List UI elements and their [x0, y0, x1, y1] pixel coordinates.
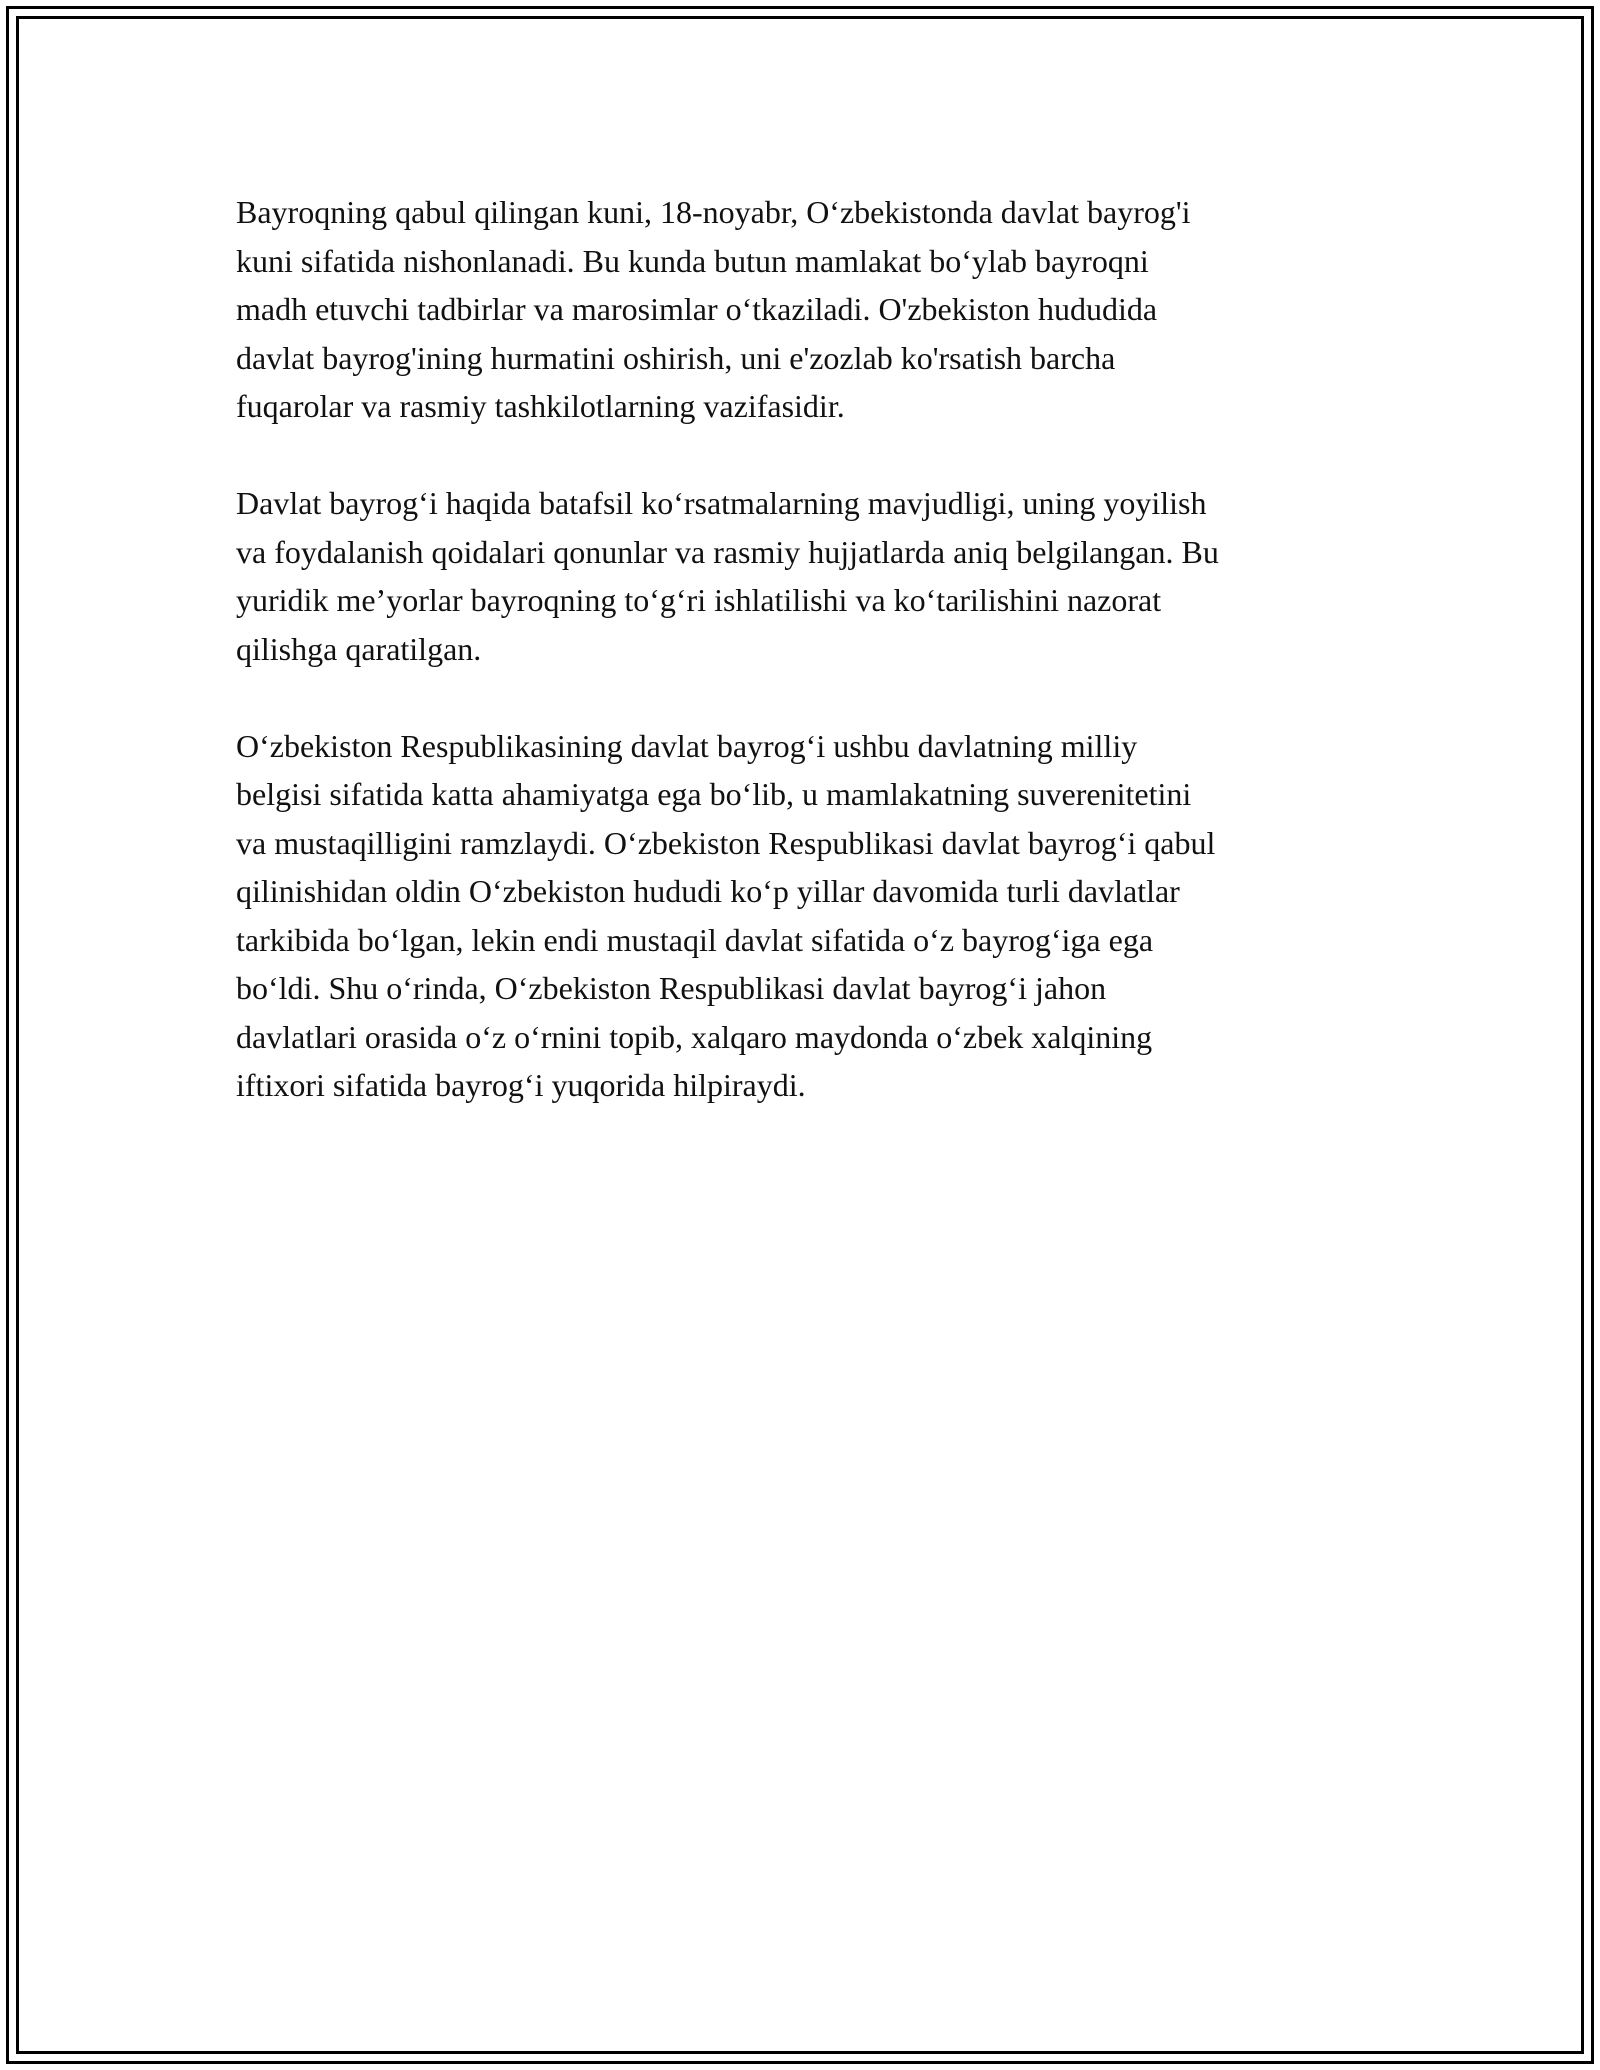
paragraph-2: Davlat bayrog‘i haqida batafsil ko‘rsatmalarning mavjudligi, uning yoyilish va foydalanish qoidalari qonunlar va rasmiy hujjatlarda aniq belgilangan. Bu yuridik me’yorlar bayroqning to‘g‘ri ishlatilishi va ko‘tarilishini nazorat qilishga qaratilgan. [236, 485, 1219, 667]
document-body [236, 188, 1376, 1158]
paragraph-3: O‘zbekiston Respublikasining davlat bayrog‘i ushbu davlatning milliy belgisi sifatida katta ahamiyatga ega bo‘lib, u mamlakatning suverenitetini va mustaqilligini ramzlaydi. O‘zbekiston Respublikasi davlat bayrog‘i qabul qilinishidan oldin O‘zbekiston hududi ko‘p yillar davomida turli davlatlar tarkibida bo‘lgan, lekin endi mustaqil davlat sifatida o‘z bayrog‘iga ega bo‘ldi. Shu o‘rinda, O‘zbekiston Respublikasi davlat bayrog‘i jahon davlatlari orasida o‘z o‘rnini topib, xalqaro maydonda o‘zbek xalqining iftixori sifatida bayrog‘i yuqorida hilpiraydi. [236, 727, 1216, 1103]
paragraph-1: Bayroqning qabul qilingan kuni, 18-noyabr, O‘zbekistonda davlat bayrog'i kuni sifatida nishonlanadi. Bu kunda butun mamlakat bo‘ylab bayroqni madh etuvchi tadbirlar va marosimlar o‘tkaziladi. O'zbekiston hududida davlat bayrog'ining hurmatini oshirish, uni e'zozlab ko'rsatish barcha fuqarolar va rasmiy tashkilotlarning vazifasidir. [236, 194, 1191, 424]
